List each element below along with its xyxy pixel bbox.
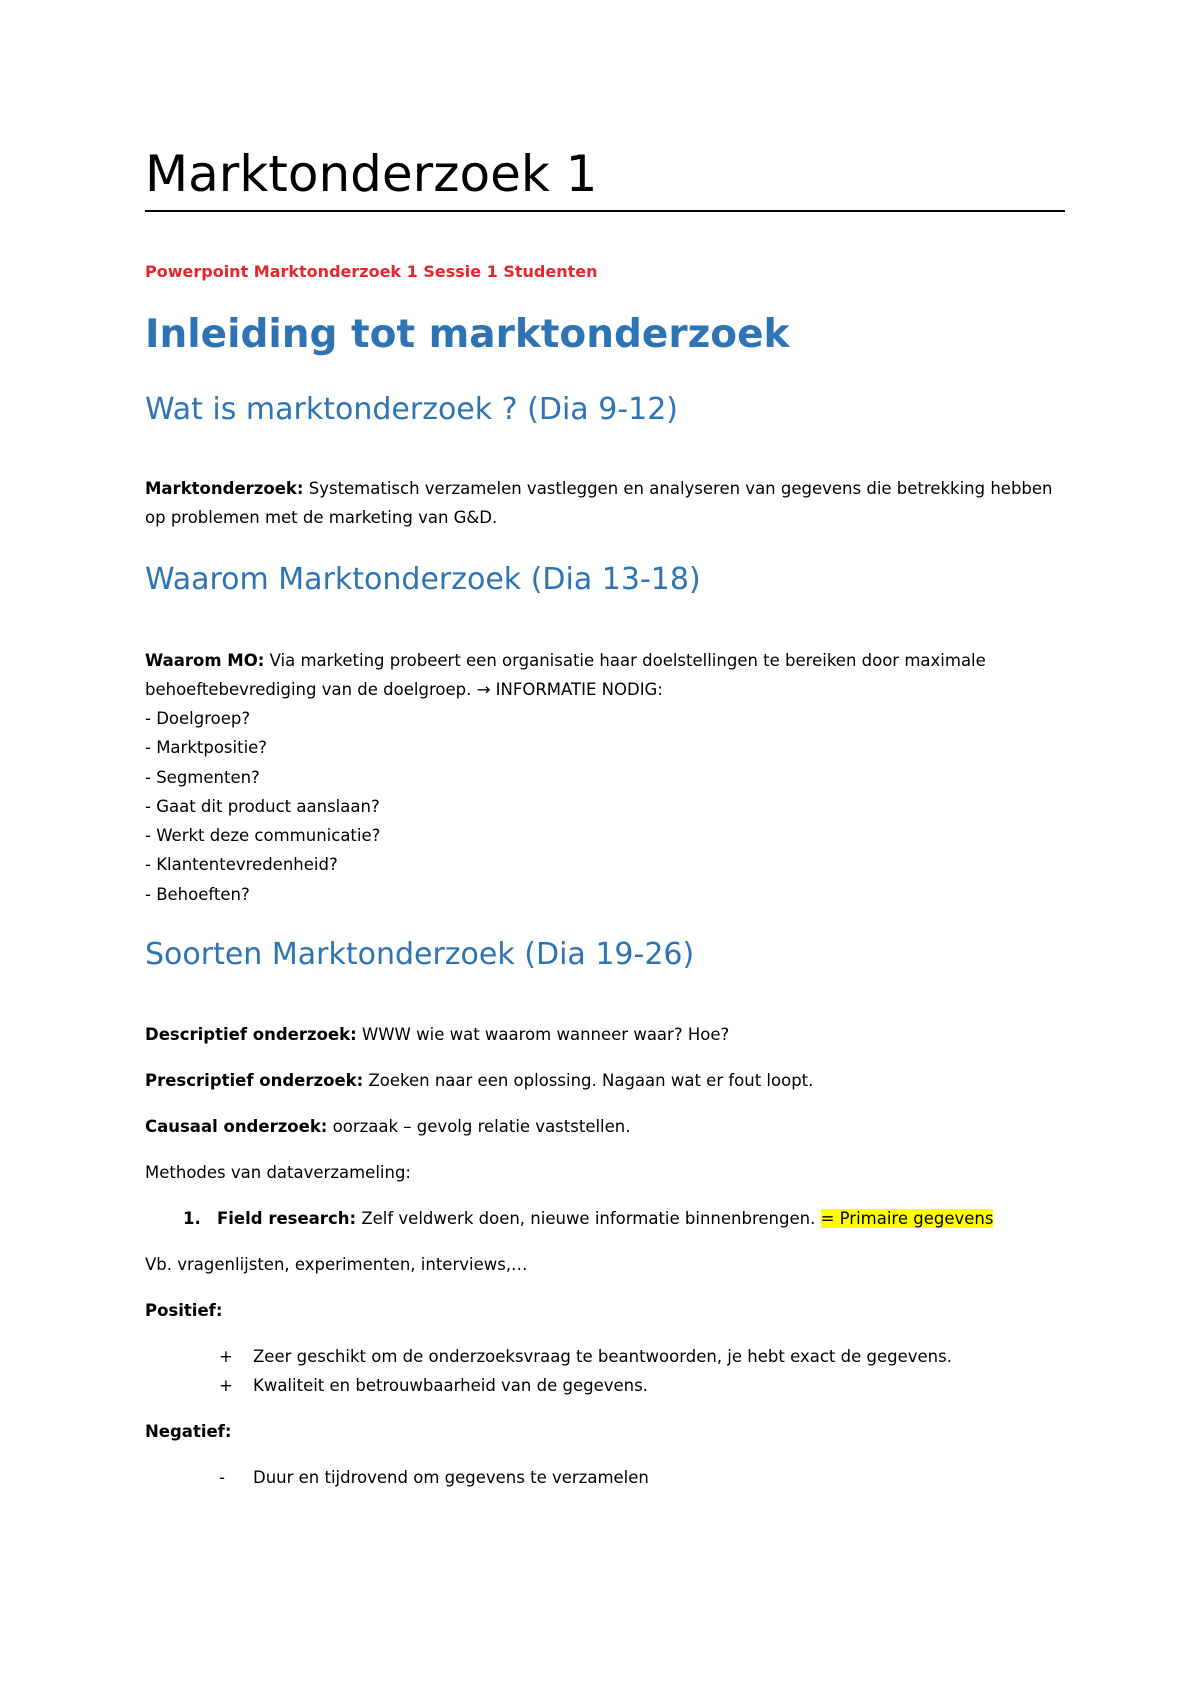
positief-item-text: Zeer geschikt om de onderzoeksvraag te beantwoorden, je hebt exact de gegevens. bbox=[253, 1347, 952, 1366]
waarom-mo-text: Via marketing probeert een organisatie haar doelstellingen te bereiken door maximale behoeftebevrediging van de doelgroep. → INFORMATIE NODIG: bbox=[145, 651, 986, 699]
term-causaal: Causaal onderzoek: bbox=[145, 1117, 328, 1136]
method-number: 1. bbox=[183, 1209, 201, 1228]
list-item: - Behoeften? bbox=[145, 884, 250, 904]
heading-wat-is-marktonderzoek: Wat is marktonderzoek ? (Dia 9-12) bbox=[145, 392, 678, 427]
dash-bullet: - bbox=[219, 1468, 225, 1487]
list-item: - Marktpositie? bbox=[145, 738, 268, 758]
negatief-label bbox=[145, 1417, 231, 1446]
term-field-research: Field research: bbox=[217, 1209, 357, 1228]
negatief-item bbox=[219, 1463, 649, 1492]
list-item: - Doelgroep? bbox=[145, 709, 251, 728]
highlight-primaire-gegevens: = Primaire gegevens bbox=[820, 1209, 994, 1228]
plus-bullet: + bbox=[219, 1347, 233, 1366]
method-1-field-research bbox=[183, 1204, 993, 1233]
positief-item bbox=[219, 1371, 648, 1400]
source-note: Powerpoint Marktonderzoek 1 Sessie 1 Studenten bbox=[145, 262, 598, 281]
heading-waarom-marktonderzoek: Waarom Marktonderzoek (Dia 13-18) bbox=[145, 562, 701, 597]
positief-label-text: Positief: bbox=[145, 1301, 223, 1320]
list-item: - Gaat dit product aanslaan? bbox=[145, 796, 380, 816]
prescriptief-text: Zoeken naar een oplossing. Nagaan wat er fout loopt. bbox=[363, 1071, 814, 1090]
list-item: - Klantentevredenheid? bbox=[145, 855, 338, 875]
term-descriptief: Descriptief onderzoek: bbox=[145, 1025, 357, 1044]
descriptief-onderzoek bbox=[145, 1020, 729, 1049]
definition-text: Systematisch verzamelen vastleggen en analyseren van gegevens die betrekking hebben op problemen met de marketing van G&D. bbox=[145, 479, 1053, 527]
prescriptief-onderzoek bbox=[145, 1066, 813, 1095]
methodes-label: Methodes van dataverzameling: bbox=[145, 1163, 411, 1182]
positief-item bbox=[219, 1342, 952, 1371]
positief-label bbox=[145, 1296, 222, 1325]
list-item: - Werkt deze communicatie? bbox=[145, 826, 381, 846]
term-marktonderzoek: Marktonderzoek: bbox=[145, 479, 304, 498]
term-prescriptief: Prescriptief onderzoek: bbox=[145, 1071, 364, 1090]
list-item: - Segmenten? bbox=[145, 767, 260, 787]
main-heading: Inleiding tot marktonderzoek bbox=[145, 312, 790, 357]
descriptief-text: WWW wie wat waarom wanneer waar? Hoe? bbox=[356, 1025, 730, 1044]
negatief-label-text: Negatief: bbox=[145, 1422, 232, 1441]
definition-marktonderzoek bbox=[145, 474, 1065, 532]
heading-soorten-marktonderzoek: Soorten Marktonderzoek (Dia 19-26) bbox=[145, 937, 695, 972]
plus-bullet: + bbox=[219, 1376, 233, 1395]
negatief-item-text: Duur en tijdrovend om gegevens te verzamelen bbox=[253, 1468, 649, 1487]
positief-item-text: Kwaliteit en betrouwbaarheid van de gegevens. bbox=[253, 1376, 648, 1395]
causaal-onderzoek bbox=[145, 1112, 631, 1141]
paragraph-waarom-mo bbox=[145, 646, 1065, 704]
title-underline bbox=[145, 210, 1065, 212]
field-research-text: Zelf veldwerk doen, nieuwe informatie binnenbrengen. bbox=[356, 1209, 821, 1228]
example-text: Vb. vragenlijsten, experimenten, interviews,… bbox=[145, 1255, 528, 1274]
information-needs-list bbox=[145, 704, 380, 909]
document-title: Marktonderzoek 1 bbox=[145, 145, 598, 203]
causaal-text: oorzaak – gevolg relatie vaststellen. bbox=[327, 1117, 631, 1136]
term-waarom-mo: Waarom MO: bbox=[145, 651, 265, 670]
